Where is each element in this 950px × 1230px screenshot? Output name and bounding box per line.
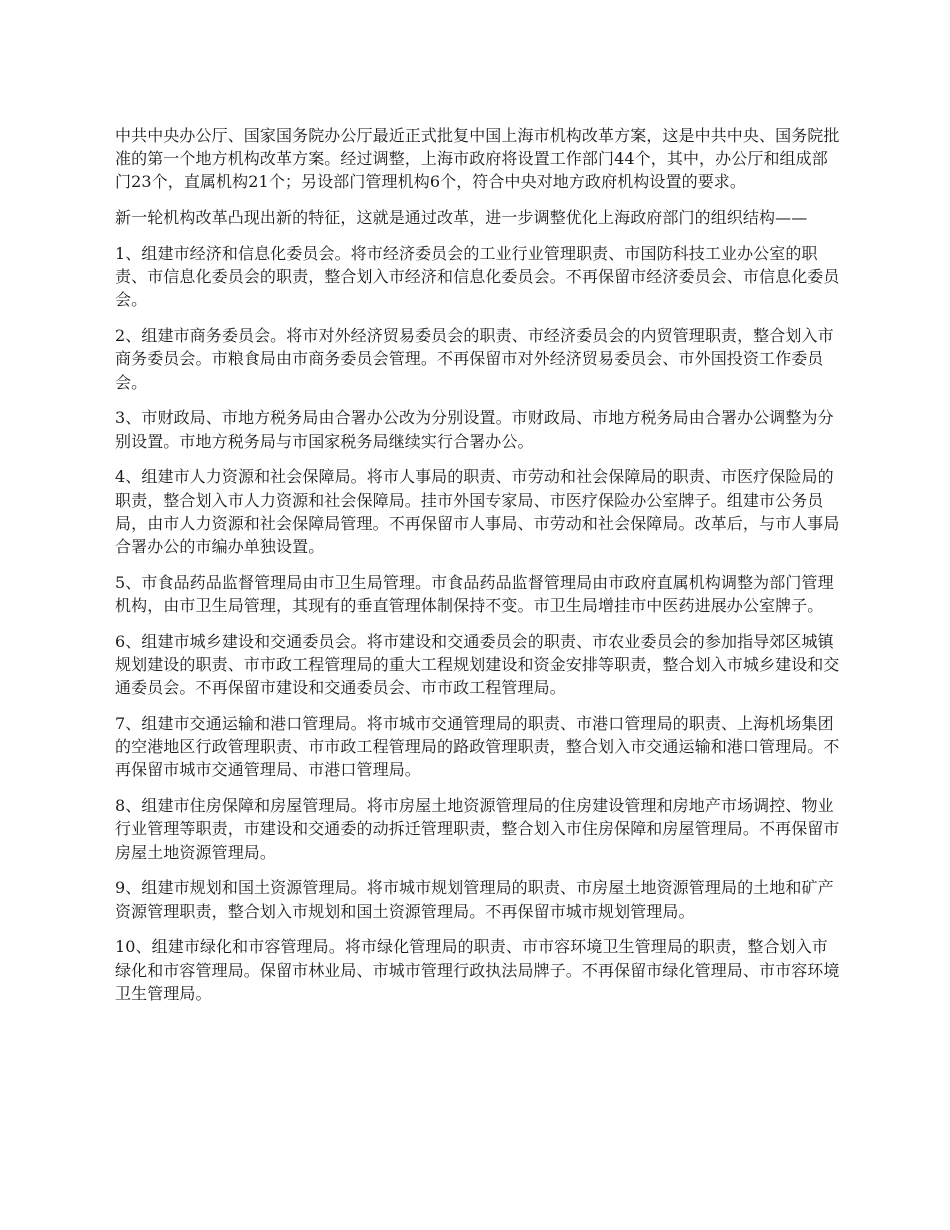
item-paragraph-1: 1、组建市经济和信息化委员会。将市经济委员会的工业行业管理职责、市国防科技工业办公室的职责、市信息化委员会的职责，整合划入市经济和信息化委员会。不再保留市经济委员会、市信息化委员会。 — [115, 244, 840, 310]
intro-paragraph: 中共中央办公厅、国家国务院办公厅最近正式批复中国上海市机构改革方案，这是中共中央、国务院批准的第一个地方机构改革方案。经过调整，上海市政府将设置工作部门44个，其中，办公厅和组成部门23个，直属机构21个；另设部门管理机构6个，符合中央对地方政府机构设置的要求。 — [115, 126, 840, 192]
item-paragraph-8: 8、组建市住房保障和房屋管理局。将市房屋土地资源管理局的住房建设管理和房地产市场调控、物业行业管理等职责，市建设和交通委的动拆迁管理职责，整合划入市住房保障和房屋管理局。不再保留市房屋土地资源管理局。 — [115, 796, 840, 862]
document-body — [115, 124, 841, 1018]
item-paragraph-7: 7、组建市交通运输和港口管理局。将市城市交通管理局的职责、市港口管理局的职责、上海机场集团的空港地区行政管理职责、市市政工程管理局的路政管理职责，整合划入市交通运输和港口管理局。不再保留市城市交通管理局、市港口管理局。 — [115, 714, 840, 780]
item-paragraph-2: 2、组建市商务委员会。将市对外经济贸易委员会的职责、市经济委员会的内贸管理职责，整合划入市商务委员会。市粮食局由市商务委员会管理。不再保留市对外经济贸易委员会、市外国投资工作委员会。 — [115, 326, 834, 392]
item-paragraph-3: 3、市财政局、市地方税务局由合署办公改为分别设置。市财政局、市地方税务局由合署办公调整为分别设置。市地方税务局与市国家税务局继续实行合署办公。 — [115, 408, 834, 451]
item-paragraph-5: 5、市食品药品监督管理局由市卫生局管理。市食品药品监督管理局由市政府直属机构调整为部门管理机构，由市卫生局管理，其现有的垂直管理体制保持不变。市卫生局增挂市中医药进展办公室牌子。 — [115, 572, 834, 616]
item-paragraph-9: 9、组建市规划和国土资源管理局。将市城市规划管理局的职责、市房屋土地资源管理局的土地和矿产资源管理职责，整合划入市规划和国土资源管理局。不再保留市城市规划管理局。 — [115, 878, 834, 921]
summary-paragraph: 新一轮机构改革凸现出新的特征，这就是通过改革，进一步调整优化上海政府部门的组织结构—— — [115, 208, 808, 228]
item-paragraph-10: 10、组建市绿化和市容管理局。将市绿化管理局的职责、市市容环境卫生管理局的职责，整合划入市绿化和市容管理局。保留市林业局、市城市管理行政执法局牌子。不再保留市绿化管理局、市市容环境卫生管理局。 — [115, 937, 840, 1003]
item-paragraph-4: 4、组建市人力资源和社会保障局。将市人事局的职责、市劳动和社会保障局的职责、市医疗保险局的职责，整合划入市人力资源和社会保障局。挂市外国专家局、市医疗保险办公室牌子。组建市公务员局，由市人力资源和社会保障局管理。不再保留市人事局、市劳动和社会保障局。改革后，与市人事局合署办公的市编办单独设置。 — [115, 467, 840, 557]
item-paragraph-6: 6、组建市城乡建设和交通委员会。将市建设和交通委员会的职责、市农业委员会的参加指导郊区城镇规划建设的职责、市市政工程管理局的重大工程规划建设和资金安排等职责，整合划入市城乡建设和交通委员会。不再保留市建设和交通委员会、市市政工程管理局。 — [115, 631, 840, 698]
